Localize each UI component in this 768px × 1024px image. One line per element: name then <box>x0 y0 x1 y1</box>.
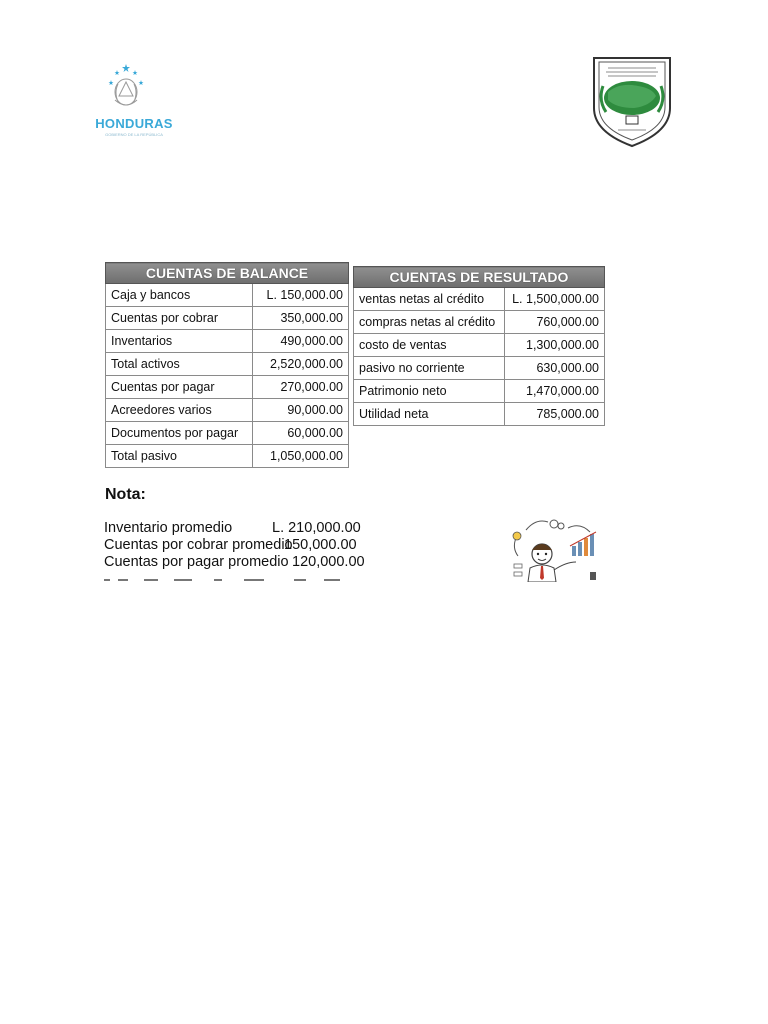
nota-value: 150,000.00 <box>284 537 357 553</box>
result-title: CUENTAS DE RESULTADO <box>354 267 605 288</box>
table-row <box>354 357 605 380</box>
table-row <box>106 284 349 307</box>
row-value: 1,050,000.00 <box>252 445 348 468</box>
table-row <box>354 380 605 403</box>
table-row <box>106 353 349 376</box>
table-row <box>106 376 349 399</box>
table-row <box>106 399 349 422</box>
table-row <box>106 307 349 330</box>
nota-label: Cuentas por cobrar promedio <box>104 537 293 553</box>
nota-value: 120,000.00 <box>292 554 365 570</box>
table-row <box>354 403 605 426</box>
balance-title: CUENTAS DE BALANCE <box>106 263 349 284</box>
table-row <box>106 445 349 468</box>
nota-item <box>104 537 357 553</box>
nota-label: Inventario promedio <box>104 520 233 536</box>
table-row <box>354 311 605 334</box>
nota-value: L. 210,000.00 <box>272 520 361 536</box>
school-seal-icon <box>590 52 674 148</box>
row-label: compras netas al crédito <box>354 311 505 334</box>
school-seal-logo <box>590 52 674 148</box>
nota-label: Cuentas por pagar promedio <box>104 554 289 570</box>
row-value: 785,000.00 <box>505 403 605 426</box>
row-label: Caja y bancos <box>106 284 253 307</box>
row-value: 630,000.00 <box>505 357 605 380</box>
row-value: 60,000.00 <box>252 422 348 445</box>
cutoff-text-fragment <box>104 578 364 582</box>
row-label: Cuentas por cobrar <box>106 307 253 330</box>
row-value: 2,520,000.00 <box>252 353 348 376</box>
row-label: Acreedores varios <box>106 399 253 422</box>
honduras-coat-of-arms-icon <box>88 60 178 116</box>
result-header-row <box>354 267 605 288</box>
row-label: Total pasivo <box>106 445 253 468</box>
row-label: costo de ventas <box>354 334 505 357</box>
row-value: L. 150,000.00 <box>252 284 348 307</box>
row-value: 90,000.00 <box>252 399 348 422</box>
row-label: Inventarios <box>106 330 253 353</box>
balance-accounts-table <box>105 262 349 468</box>
row-value: 350,000.00 <box>252 307 348 330</box>
row-label: ventas netas al crédito <box>354 288 505 311</box>
row-value: L. 1,500,000.00 <box>505 288 605 311</box>
row-value: 1,300,000.00 <box>505 334 605 357</box>
nota-item <box>104 554 365 570</box>
row-value: 490,000.00 <box>252 330 348 353</box>
balance-header-row <box>106 263 349 284</box>
nota-item <box>104 520 361 536</box>
table-row <box>106 330 349 353</box>
row-label: Total activos <box>106 353 253 376</box>
row-value: 1,470,000.00 <box>505 380 605 403</box>
honduras-wordmark: HONDURAS <box>95 116 173 131</box>
table-row <box>354 334 605 357</box>
row-label: Cuentas por pagar <box>106 376 253 399</box>
nota-heading: Nota: <box>105 486 146 503</box>
row-value: 270,000.00 <box>252 376 348 399</box>
business-illustration <box>508 516 608 582</box>
row-label: pasivo no corriente <box>354 357 505 380</box>
row-label: Documentos por pagar <box>106 422 253 445</box>
honduras-logo <box>88 60 178 140</box>
result-accounts-table <box>353 266 605 426</box>
honduras-tagline: GOBIERNO DE LA REPÚBLICA <box>105 132 163 137</box>
table-row <box>106 422 349 445</box>
row-value: 760,000.00 <box>505 311 605 334</box>
business-person-illustration-icon <box>508 516 608 582</box>
row-label: Patrimonio neto <box>354 380 505 403</box>
table-row <box>354 288 605 311</box>
row-label: Utilidad neta <box>354 403 505 426</box>
